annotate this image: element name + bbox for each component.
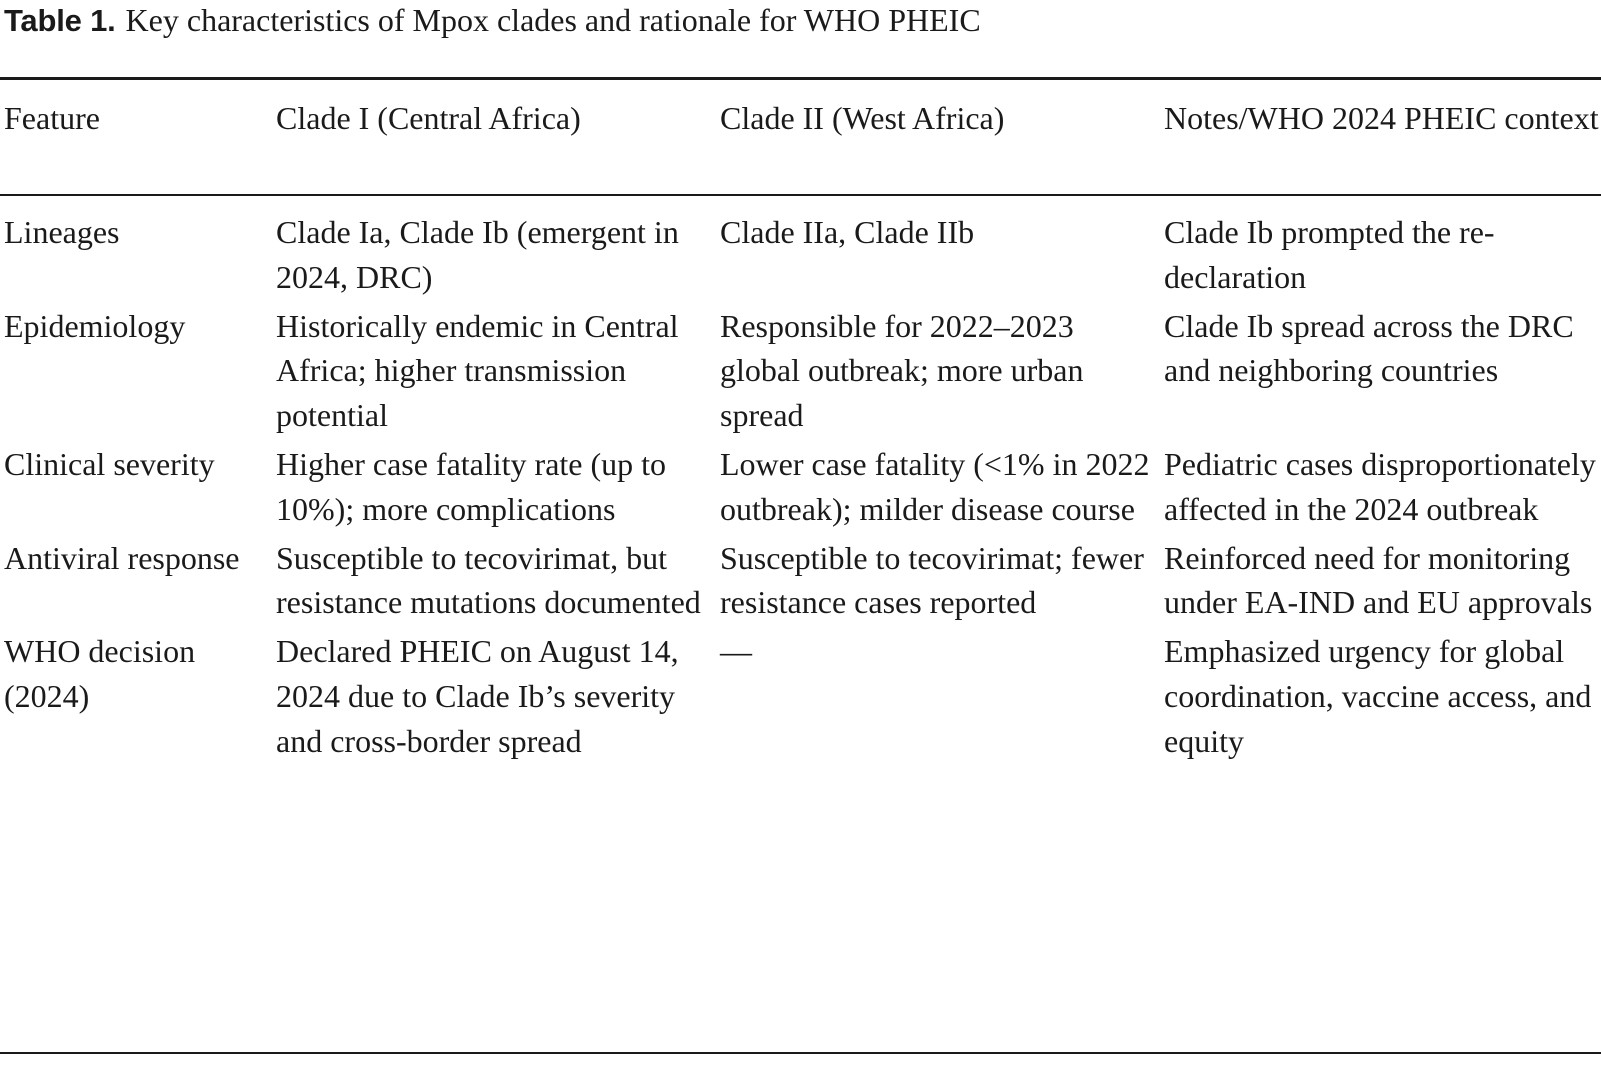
row-feature: Epidemiology xyxy=(4,307,186,344)
header-feature: Feature xyxy=(4,100,100,136)
header-row xyxy=(0,96,1601,194)
row-notes: Emphasized urgency for global coordination, vaccine access, and equity xyxy=(1164,633,1592,759)
row-clade-i: Higher case fatality rate (up to 10%); more complications xyxy=(276,445,667,527)
row-notes: Pediatric cases disproportionately affected in the 2024 outbreak xyxy=(1164,445,1596,527)
row-feature: Lineages xyxy=(4,214,120,250)
row-clade-ii: Clade IIa, Clade IIb xyxy=(720,214,975,250)
header-notes: Notes/WHO 2024 PHEIC context xyxy=(1164,100,1599,136)
row-clade-i: Declared PHEIC on August 14, 2024 due to Clade Ib’s severity and cross-border spread xyxy=(276,633,679,759)
table-row xyxy=(0,210,1601,304)
table-row xyxy=(0,304,1601,442)
row-notes: Reinforced need for monitoring under EA-IND and EU approvals xyxy=(1164,539,1593,621)
table-row xyxy=(0,536,1601,630)
row-clade-ii: Lower case fatality (<1% in 2022 outbreak); milder disease course xyxy=(720,445,1150,527)
header-clade-i: Clade I (Central Africa) xyxy=(276,100,581,136)
row-notes: Clade Ib prompted the re-declaration xyxy=(1164,214,1495,295)
row-clade-i: Historically endemic in Central Africa; higher transmission potential xyxy=(276,307,679,434)
clade-comparison-table xyxy=(0,96,1601,768)
row-feature: Clinical severity xyxy=(4,445,215,482)
table-row xyxy=(0,629,1601,767)
row-clade-ii: Susceptible to tecovirimat; fewer resistance cases reported xyxy=(720,539,1144,621)
table-body xyxy=(0,210,1601,768)
table-row xyxy=(0,442,1601,536)
row-clade-ii: — xyxy=(720,633,752,670)
row-notes: Clade Ib spread across the DRC and neighboring countries xyxy=(1164,307,1574,389)
table-bottom-rule xyxy=(0,1052,1601,1054)
row-clade-i: Susceptible to tecovirimat, but resistance mutations documented xyxy=(276,539,701,621)
table-header xyxy=(0,96,1601,210)
table-top-rule xyxy=(0,77,1601,80)
row-clade-ii: Responsible for 2022–2023 global outbreak; more urban spread xyxy=(720,307,1084,434)
table-caption-label: Table 1. xyxy=(4,3,116,38)
row-feature: WHO decision (2024) xyxy=(4,633,196,714)
table-caption xyxy=(4,0,981,41)
header-spacer xyxy=(0,194,1601,210)
row-clade-i: Clade Ia, Clade Ib (emergent in 2024, DRC) xyxy=(276,214,679,295)
header-clade-ii: Clade II (West Africa) xyxy=(720,100,1005,136)
row-feature: Antiviral response xyxy=(4,539,240,576)
table-caption-text: Key characteristics of Mpox clades and rationale for WHO PHEIC xyxy=(125,2,981,38)
